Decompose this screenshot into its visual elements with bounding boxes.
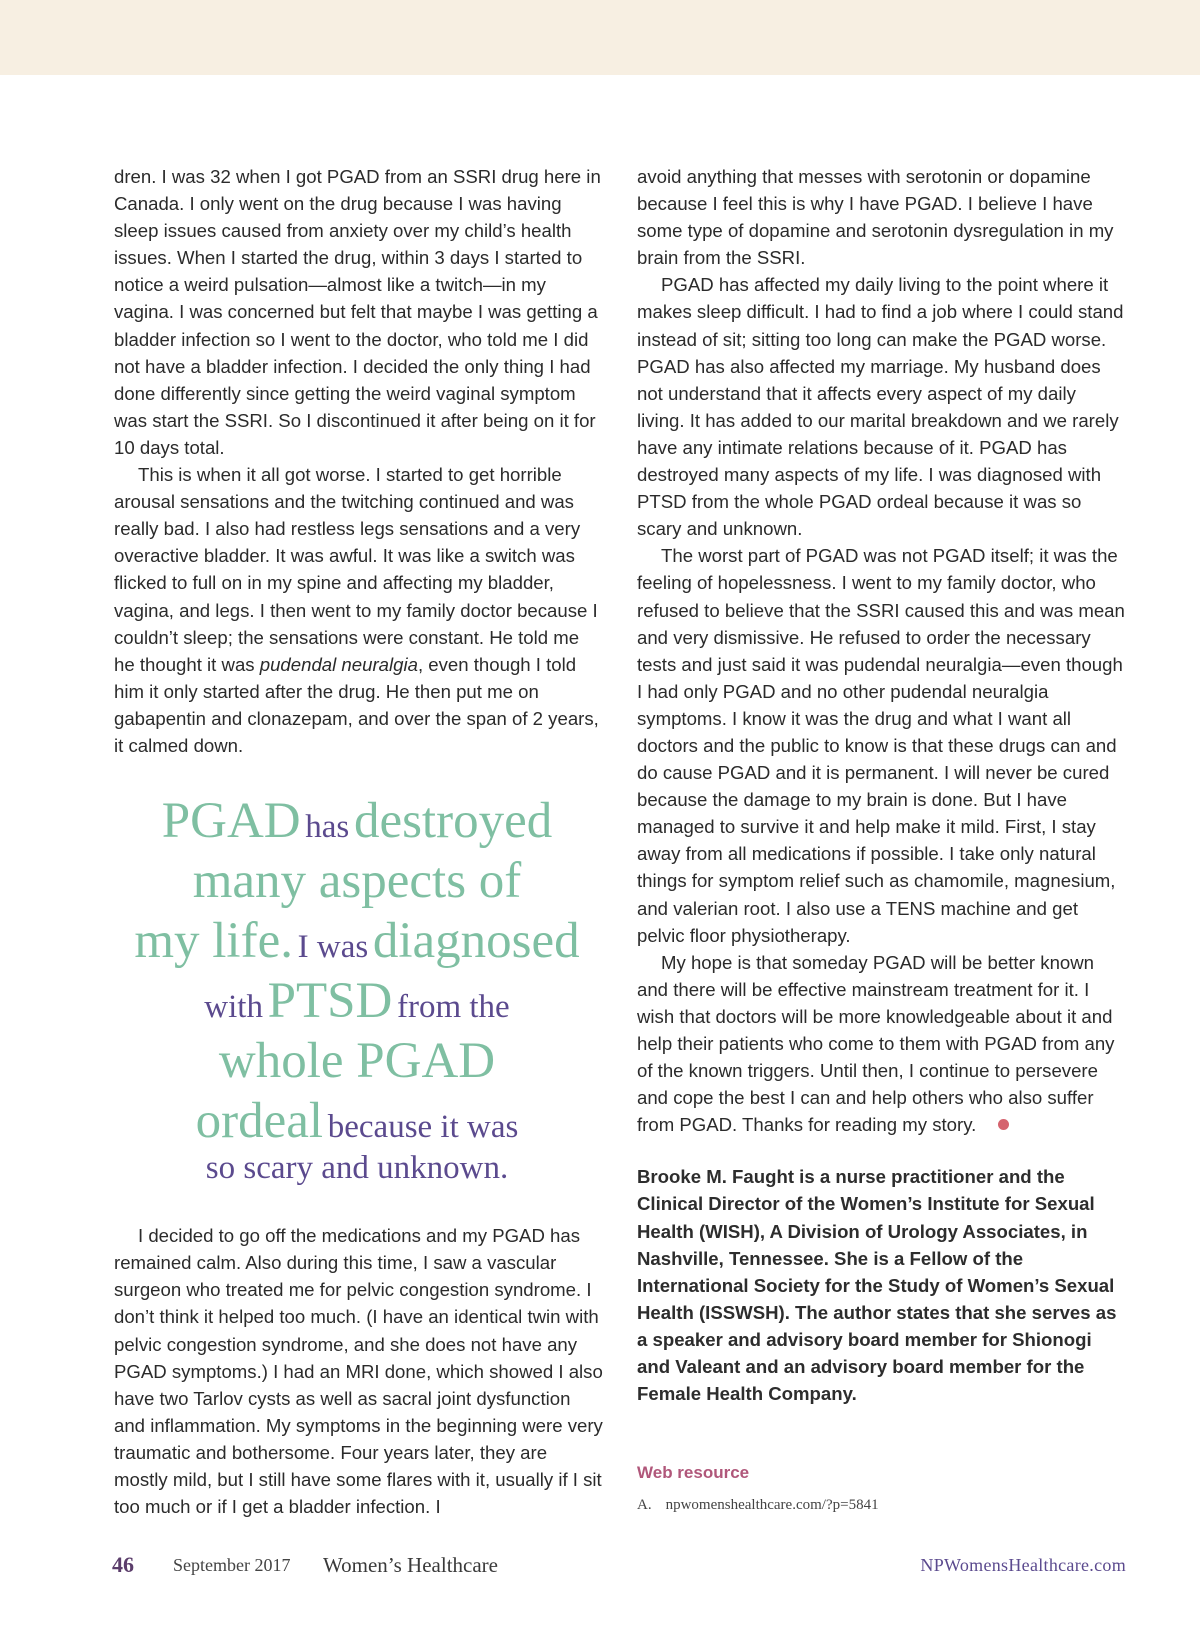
issue-date: September 2017 <box>173 1555 291 1575</box>
right-column <box>637 163 1127 1519</box>
web-resource-link[interactable]: npwomenshealthcare.com/?p=5841 <box>665 1497 879 1514</box>
left-column <box>114 163 604 1520</box>
author-bio: Brooke M. Faught is a nurse practitioner and the Clinical Director of the Women’s Institute for Sexual Health (WISH), A Division of Urology Associates, in Nashville, Tennessee. She is a Fellow of the International Society for the Study of Women’s Sexual Health (ISSWSH). The author states that she serves as a speaker and advisory board member for Shionogi and Valeant and an advisory board member for the Female Health Company. <box>637 1166 1117 1405</box>
page-number: 46 <box>112 1552 134 1577</box>
page-footer <box>0 1552 1200 1582</box>
web-resource-entry <box>637 1492 1127 1519</box>
end-of-article-dot-icon <box>998 1119 1009 1130</box>
right-paragraph-4-text: My hope is that someday PGAD will be better known and there will be effective mainstream treatment for it. I wish that doctors will be more knowledgeable about it and help their patients who come to them with PGAD from any of the known triggers. Until then, I continue to persevere and cope the best I can and help others who also suffer from PGAD. Thanks for reading my story. <box>637 951 1115 1136</box>
right-paragraph-4 <box>637 949 1127 1139</box>
top-color-band <box>0 0 1200 75</box>
left-paragraph-1: dren. I was 32 when I got PGAD from an SSRI drug here in Canada. I only went on the drug because I was having sleep issues caused from anxiety over my child’s health issues. When I started the drug, within 3 days I started to notice a weird pulsation—almost like a twitch—in my vagina. I was concerned but felt that maybe I was getting a bladder infection so I went to the doctor, who told me I did not have a bladder infection. I decided the only thing I had done differently since getting the weird vaginal symptom was start the SSRI. So I discontinued it after being on it for 10 days total. <box>114 166 601 458</box>
right-paragraph-3: The worst part of PGAD was not PGAD itself; it was the feeling of hopelessness. I went to my family doctor, who refused to believe that the SSRI caused this and was mean and very dismissive. He refused to order the necessary tests and just said it was pudendal neuralgia—even though I had only PGAD and no other pudendal neuralgia symptoms. I know it was the drug and what I want all doctors and the public to know is that these drugs can and do cause PGAD and it is permanent. I will never be cured because the damage to my brain is done. But I have managed to survive it and help make it mild. First, I stay away from all medications if possible. I take only natural things for symptom relief such as chamomile, magnesium, and valerian root. I also use a TENS machine and get pelvic floor physiotherapy. <box>637 545 1125 946</box>
left-paragraph-2-italic: pudendal neuralgia <box>259 653 418 675</box>
left-paragraph-2-text-b: , even though I told him it only started after the drug. He then put me on gabapentin and clonazepam, and over the span of 2 years, it calmed down. <box>114 653 599 756</box>
right-paragraph-1: avoid anything that messes with serotonin or dopamine because I feel this is why I have PGAD. I believe I have some type of dopamine and serotonin dysregulation in my brain from the SSRI. <box>637 166 1114 269</box>
left-paragraph-2-text-a: This is when it all got worse. I started to get horrible arousal sensations and the twitching continued and was really bad. I also had restless legs sensations and a very overactive bladder. It was awful. It was like a switch was flicked to full on in my spine and affecting my bladder, vagina, and legs. I then went to my family doctor because I couldn’t sleep; the sensations were constant. He told me he thought it was <box>114 464 598 675</box>
pull-quote-line-6: ordeal because it was <box>195 1093 519 1150</box>
pull-quote-line-1: PGAD has destroyed <box>161 793 553 850</box>
pull-quote-line-5: whole PGAD <box>218 1033 496 1090</box>
pull-quote-line-2: many aspects of <box>192 853 522 910</box>
left-paragraph-2 <box>114 461 604 759</box>
pull-quote-line-3: my life. I was diagnosed <box>134 913 580 970</box>
right-paragraph-2: PGAD has affected my daily living to the point where it makes sleep difficult. I had to find a job where I could stand instead of sit; sitting too long can make the PGAD worse. PGAD has also affected my marriage. My husband does not understand that it affects every aspect of my daily living. It has added to our marital breakdown and we rarely have any intimate relations because of it. PGAD has destroyed many aspects of my life. I was diagnosed with PTSD from the whole PGAD ordeal because it was so scary and unknown. <box>637 274 1124 540</box>
site-url[interactable]: NPWomensHealthcare.com <box>920 1555 1126 1575</box>
web-resource-heading: Web resource <box>637 1463 750 1483</box>
left-paragraph-3: I decided to go off the medications and my PGAD has remained calm. Also during this time, I saw a vascular surgeon who treated me for pelvic congestion syndrome. I don’t think it helped too much. (I have an identical twin with pelvic congestion syndrome, and she does not have any PGAD symptoms.) I had an MRI done, which showed I also have two Tarlov cysts as well as sacral joint dysfunction and inflammation. My symptoms in the beginning were very traumatic and bothersome. Four years later, they are mostly mild, but I still have some flares with it, usually if I sit too much or if I get a bladder infection. I <box>114 1225 603 1518</box>
magazine-title: Women’s Healthcare <box>323 1553 498 1577</box>
web-resource-letter: A. <box>637 1497 652 1514</box>
pull-quote-line-7: so scary and unknown. <box>205 1150 509 1187</box>
pull-quote-line-4: with PTSD from the <box>204 973 510 1030</box>
pull-quote <box>112 791 602 1186</box>
